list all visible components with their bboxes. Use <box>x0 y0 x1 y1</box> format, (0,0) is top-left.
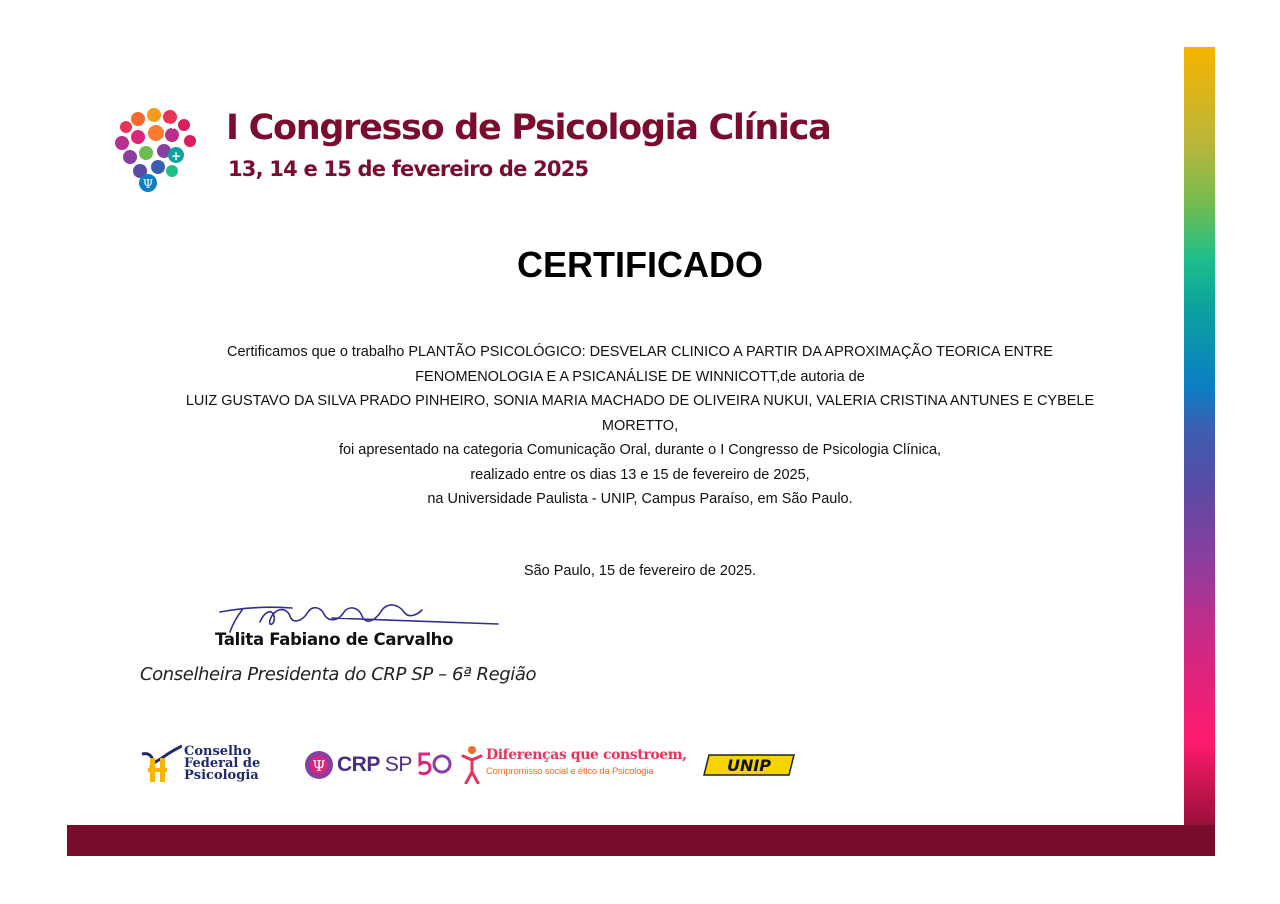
certificate-body <box>170 340 1110 512</box>
campaign-figure-icon <box>460 744 484 784</box>
body-line-dates: realizado entre os dias 13 e 15 de fevereiro de 2025, <box>470 466 810 483</box>
crp-logo-icon <box>304 750 334 780</box>
decorative-gradient-stripe <box>1184 47 1215 856</box>
body-line-authors: LUIZ GUSTAVO DA SILVA PRADO PINHEIRO, SONIA MARIA MACHADO DE OLIVEIRA NUKUI, VALERIA CRISTINA ANTUNES E CYBELE MORETTO, <box>185 393 1095 434</box>
cfp-line1: Conselho <box>184 744 252 759</box>
cfp-logo <box>140 744 280 786</box>
body-line-work-title: Certificamos que o trabalho PLANTÃO PSICOLÓGICO: DESVELAR CLINICO A PARTIR DA APROXIMAÇÃO TEORICA ENTRE FENOMENOLOGIA E A PSICANÁLISE DE WINNICOTT,de autoria de <box>227 344 1053 385</box>
cfp-logo-icon <box>140 744 182 784</box>
event-title: I Congresso de Psicologia Clínica <box>226 108 831 148</box>
footer-band <box>67 825 1215 856</box>
cfp-line3: Psicologia <box>184 768 259 783</box>
campaign-title: Diferenças que constroem, <box>486 747 687 763</box>
crp-sp-logo <box>304 750 454 782</box>
certificate-heading: CERTIFICADO <box>517 244 763 285</box>
body-line-category: foi apresentado na categoria Comunicação Oral, durante o I Congresso de Psicologia Clínica, <box>338 442 942 458</box>
crp-50-anos-icon <box>418 750 452 782</box>
campaign-logo <box>460 744 687 784</box>
signer-name: Talita Fabiano de Carvalho <box>215 630 454 649</box>
unip-logo-icon <box>703 754 795 776</box>
svg-text:Ψ: Ψ <box>142 177 154 191</box>
crp-region: SP <box>384 753 412 776</box>
svg-text:Ψ: Ψ <box>312 757 326 775</box>
place-date: São Paulo, 15 de fevereiro de 2025. <box>523 563 757 579</box>
crp-name: CRP <box>337 753 380 776</box>
cfp-line2: Federal de <box>184 756 261 771</box>
unip-logo-text: UNIP <box>726 756 772 775</box>
body-line-venue: na Universidade Paulista - UNIP, Campus Paraíso, em São Paulo. <box>427 491 853 507</box>
signer-role: Conselheira Presidenta do CRP SP – 6ª Região <box>140 664 537 685</box>
signature-icon <box>212 598 502 634</box>
svg-text:+: + <box>170 149 182 163</box>
congress-logo-icon <box>112 105 204 195</box>
campaign-subtitle: Compromisso social e ético da Psicologia <box>486 766 654 777</box>
event-dates: 13, 14 e 15 de fevereiro de 2025 <box>228 157 589 181</box>
